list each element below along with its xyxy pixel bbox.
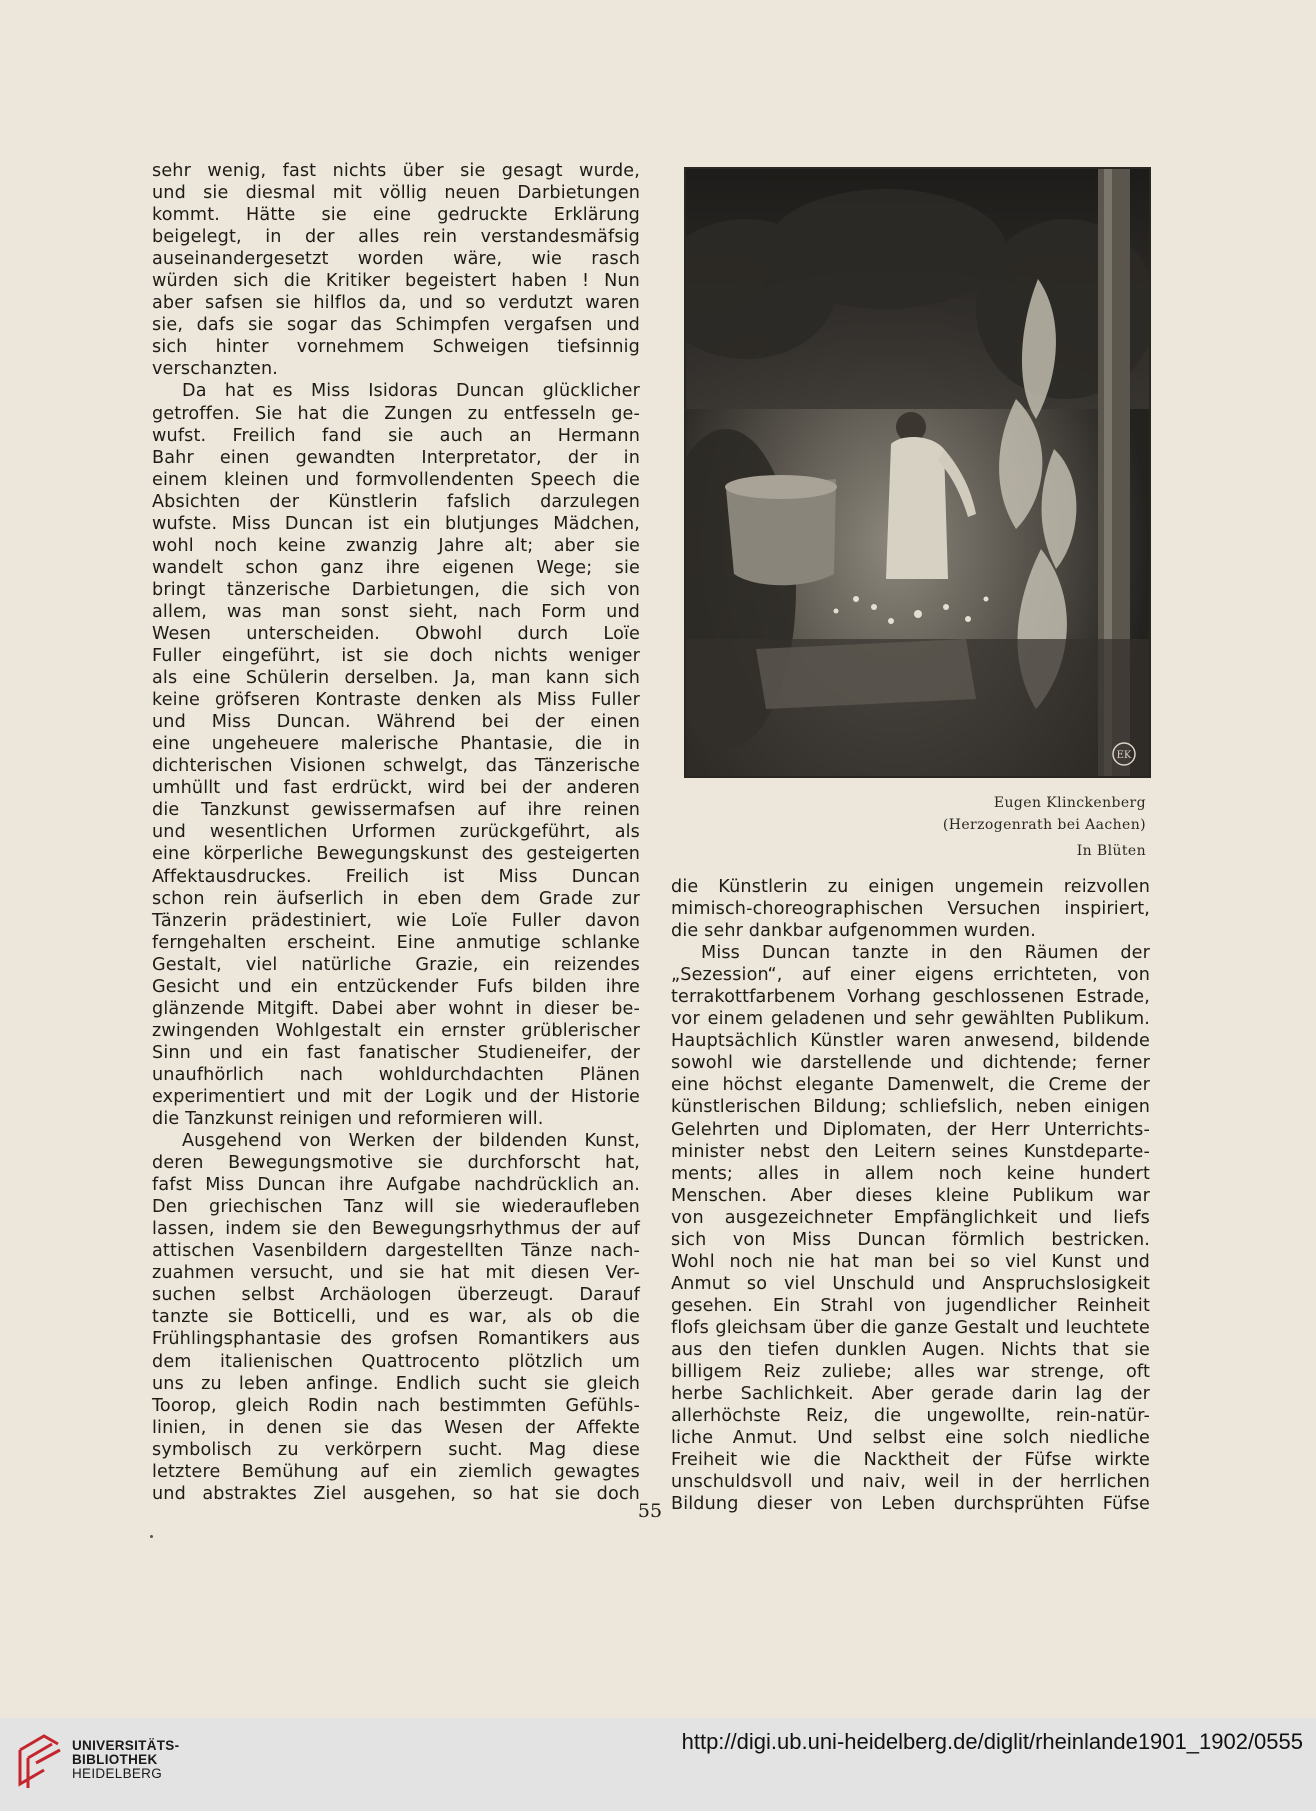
text-line: experimentiert und mit der Logik und der Historie [152,1086,640,1107]
text-line: Anmut so viel Unschuld und Anspruchslosigkeit [671,1273,1150,1294]
text-line: Wesen unterscheiden. Obwohl durch Loïe [152,623,640,644]
text-line: sehr wenig, fast nichts über sie gesagt wurde, [152,161,640,181]
text-line: vor einem geladenen und sehr gewählten Publikum. [671,1009,1150,1030]
text-line: Sinn und ein fast fanatischer Studieneifer, der [152,1042,640,1063]
stray-dot [150,1535,153,1538]
text-line: einem kleinen und formvollendenten Speech die [152,469,640,490]
text-line: schon rein äufserlich in eben dem Grade zur [152,888,640,909]
text-line: Bahr einen gewandten Interpretator, der in [152,447,640,468]
text-line: dichterischen Visionen schwelgt, das Tänzerische [152,756,640,777]
text-line: letztere Bemühung auf ein ziemlich gewagtes [152,1461,640,1482]
text-line: getroffen. Sie hat die Zungen zu entfesseln ge- [152,403,640,424]
text-line: kommt. Hätte sie eine gedruckte Erklärung [152,205,640,226]
page-number: 55 [637,1500,663,1522]
text-line: herbe Sachlichkeit. Aber gerade darin lag der [671,1384,1150,1405]
text-line: dem italienischen Quattrocento plötzlich um [152,1351,640,1372]
text-line: umhüllt und fast erdrückt, wird bei der anderen [152,778,640,799]
text-line: Gelehrten und Diplomaten, der Herr Unterrichts- [671,1119,1150,1140]
text-line: zuahmen versucht, und sie hat mit diesen Ver- [152,1263,640,1284]
text-line: liche Anmut. Und selbst eine solch niedliche [671,1428,1150,1449]
text-line: Bildung dieser von Leben durchsprühten Füfse [671,1494,1150,1515]
permalink-url[interactable]: http://digi.ub.uni-heidelberg.de/diglit/rheinlande1901_1902/0555 [681,1729,1303,1754]
text-line: ferngehalten erscheint. Eine anmutige schlanke [152,932,640,953]
text-line: sich hinter vornehmem Schweigen tiefsinnig [152,337,640,358]
text-line: Affektausdruckes. Freilich ist Miss Duncan [152,866,640,887]
text-line: auseinandergesetzt worden wäre, wie rasch [152,249,640,270]
text-line: wufst. Freilich fand sie auch an Hermann [152,425,640,446]
text-line: von ausgezeichneter Empfänglichkeit und liefs [671,1207,1150,1228]
text-line: wufste. Miss Duncan ist ein blutjunges Mädchen, [152,513,640,534]
text-line: sich von Miss Duncan förmlich bestricken. [671,1229,1150,1250]
article-text-right-column [671,876,1150,1515]
text-line: eine höchst elegante Damenwelt, die Creme der [671,1075,1150,1096]
library-line-1: UNIVERSITÄTS- [72,1738,180,1753]
text-line: terrakottfarbenem Vorhang geschlossenen Estrade, [671,987,1150,1008]
text-line: unschuldsvoll und naiv, weil in der herrlichen [671,1472,1150,1493]
text-line: lassen, indem sie den Bewegungsrhythmus der auf [152,1219,640,1240]
library-name[interactable] [72,1739,179,1781]
text-line: Fuller eingeführt, ist sie doch nichts weniger [152,646,640,667]
text-line: die Tanzkunst reinigen und reformieren will. [152,1109,544,1130]
text-line: verschanzten. [152,359,279,380]
text-line: Ausgehend von Werken der bildenden Kunst, [182,1131,640,1152]
text-line: Menschen. Aber dieses kleine Publikum war [671,1185,1150,1206]
text-line: bringt tänzerische Darbietungen, die sich von [152,579,640,600]
text-line: mimisch-choreographischen Versuchen inspiriert, [671,899,1150,920]
text-line: wandelt schon ganz ihre eigenen Wege; sie [152,557,640,578]
text-line: Freiheit wie die Nacktheit der Füfse wirkte [671,1450,1150,1471]
text-line: Toorop, gleich Rodin nach bestimmten Gefühls- [152,1395,640,1416]
plate-monogram: EK [1116,750,1132,761]
text-line: gesehen. Ein Strahl von jugendlicher Reinheit [671,1295,1150,1316]
text-line: Da hat es Miss Isidoras Duncan glücklicher [182,381,640,402]
caption-artist: Eugen Klinckenberg [993,795,1146,811]
text-line: aus den tiefen dunklen Augen. Nichts that sie [671,1339,1150,1360]
text-line: Absichten der Künstlerin fafslich darzulegen [152,491,640,512]
text-line: eine körperliche Bewegungskunst des gesteigerten [152,844,640,865]
text-line: flofs gleichsam über die ganze Gestalt und leuchtete [671,1317,1150,1338]
text-line: beigelegt, in der alles rein verstandesmäfsig [152,227,640,248]
text-line: aber safsen sie hilflos da, und so verdutzt waren [152,293,640,314]
text-line: billigem Reiz zuliebe; alles war strenge, oft [671,1362,1150,1383]
text-line: deren Bewegungsmotive sie durchforscht hat, [152,1153,640,1174]
text-line: und abstraktes Ziel ausgehen, so hat sie doch [152,1483,640,1504]
text-line: allerhöchste Reiz, die ungewollte, rein-natür- [671,1406,1150,1427]
text-line: würden sich die Kritiker begeistert haben ! Nun [152,271,640,292]
text-line: „Sezession“, auf einer eigens errichteten, von [671,965,1150,986]
text-line: Gestalt, viel natürliche Grazie, ein reizendes [152,954,640,975]
text-line: Wohl noch nie hat man bei so viel Kunst und [671,1251,1150,1272]
painting-garden-figure [686,169,1149,776]
text-line: sowohl wie darstellende und dichtende; ferner [671,1053,1150,1074]
text-line: attischen Vasenbildern dargestellten Tänze nach- [152,1241,640,1262]
library-line-3: HEIDELBERG [72,1766,163,1781]
caption-title: In Blüten [1076,843,1146,859]
text-line: allem, was man sonst sieht, nach Form und [152,601,640,622]
text-line: suchen selbst Archäologen überzeugt. Darauf [152,1285,640,1306]
text-line: und wesentlichen Urformen zurückgeführt, als [152,822,640,843]
text-line: sie, dafs sie sogar das Schimpfen vergafsen und [152,315,640,336]
text-line: fafst Miss Duncan ihre Aufgabe nachdrücklich an. [152,1175,640,1196]
text-line: als eine Schülerin derselben. Ja, man kann sich [152,668,640,689]
text-line: Gesicht und ein entzückender Fufs bilden ihre [152,976,640,997]
text-line: minister nebst den Leitern seines Kunstdeparte- [671,1141,1150,1162]
caption-place: (Herzogenrath bei Aachen) [942,817,1146,833]
text-line: symbolisch zu verkörpern sucht. Mag diese [152,1439,640,1460]
article-text-left-column [152,160,640,1505]
text-line: wohl noch keine zwanzig Jahre alt; aber sie [152,535,640,556]
text-line: zwingenden Wohlgestalt ein ernster grüblerischer [152,1020,640,1041]
text-line: eine ungeheuere malerische Phantasie, die in [152,734,640,755]
text-line: Frühlingsphantasie des grofsen Romantikers aus [152,1329,640,1350]
text-line: keine gröfseren Kontraste denken als Miss Fuller [152,690,640,711]
text-line: uns zu leben anfinge. Endlich sucht sie gleich [152,1373,640,1394]
text-line: unaufhörlich nach wohldurchdachten Plänen [152,1064,640,1085]
text-line: die Künstlerin zu einigen ungemein reizvollen [671,877,1150,897]
text-line: die Tanzkunst gewissermafsen auf ihre reinen [152,800,640,821]
text-line: ments; alles in allem noch keine hundert [671,1163,1150,1184]
text-line: Tänzerin prädestiniert, wie Loïe Fuller davon [152,910,640,931]
library-logo-icon[interactable] [14,1730,66,1792]
text-line: die sehr dankbar aufgenommen wurden. [671,921,1036,942]
text-line: künstlerischen Bildung; schliefslich, neben einigen [671,1097,1150,1118]
text-line: tanzte sie Botticelli, und es war, als ob die [152,1307,640,1328]
text-line: Den griechischen Tanz will sie wiederaufleben [152,1197,640,1218]
library-line-2: BIBLIOTHEK [72,1752,158,1767]
text-line: und Miss Duncan. Während bei der einen [152,712,640,733]
text-line: linien, in denen sie das Wesen der Affekte [152,1417,640,1438]
text-line: und sie diesmal mit völlig neuen Darbietungen [152,183,640,204]
text-line: Miss Duncan tanzte in den Räumen der [701,943,1150,964]
text-line: glänzende Mitgift. Dabei aber wohnt in dieser be- [152,998,640,1019]
artwork-plate [684,167,1151,778]
text-line: Hauptsächlich Künstler waren anwesend, bildende [671,1031,1150,1052]
